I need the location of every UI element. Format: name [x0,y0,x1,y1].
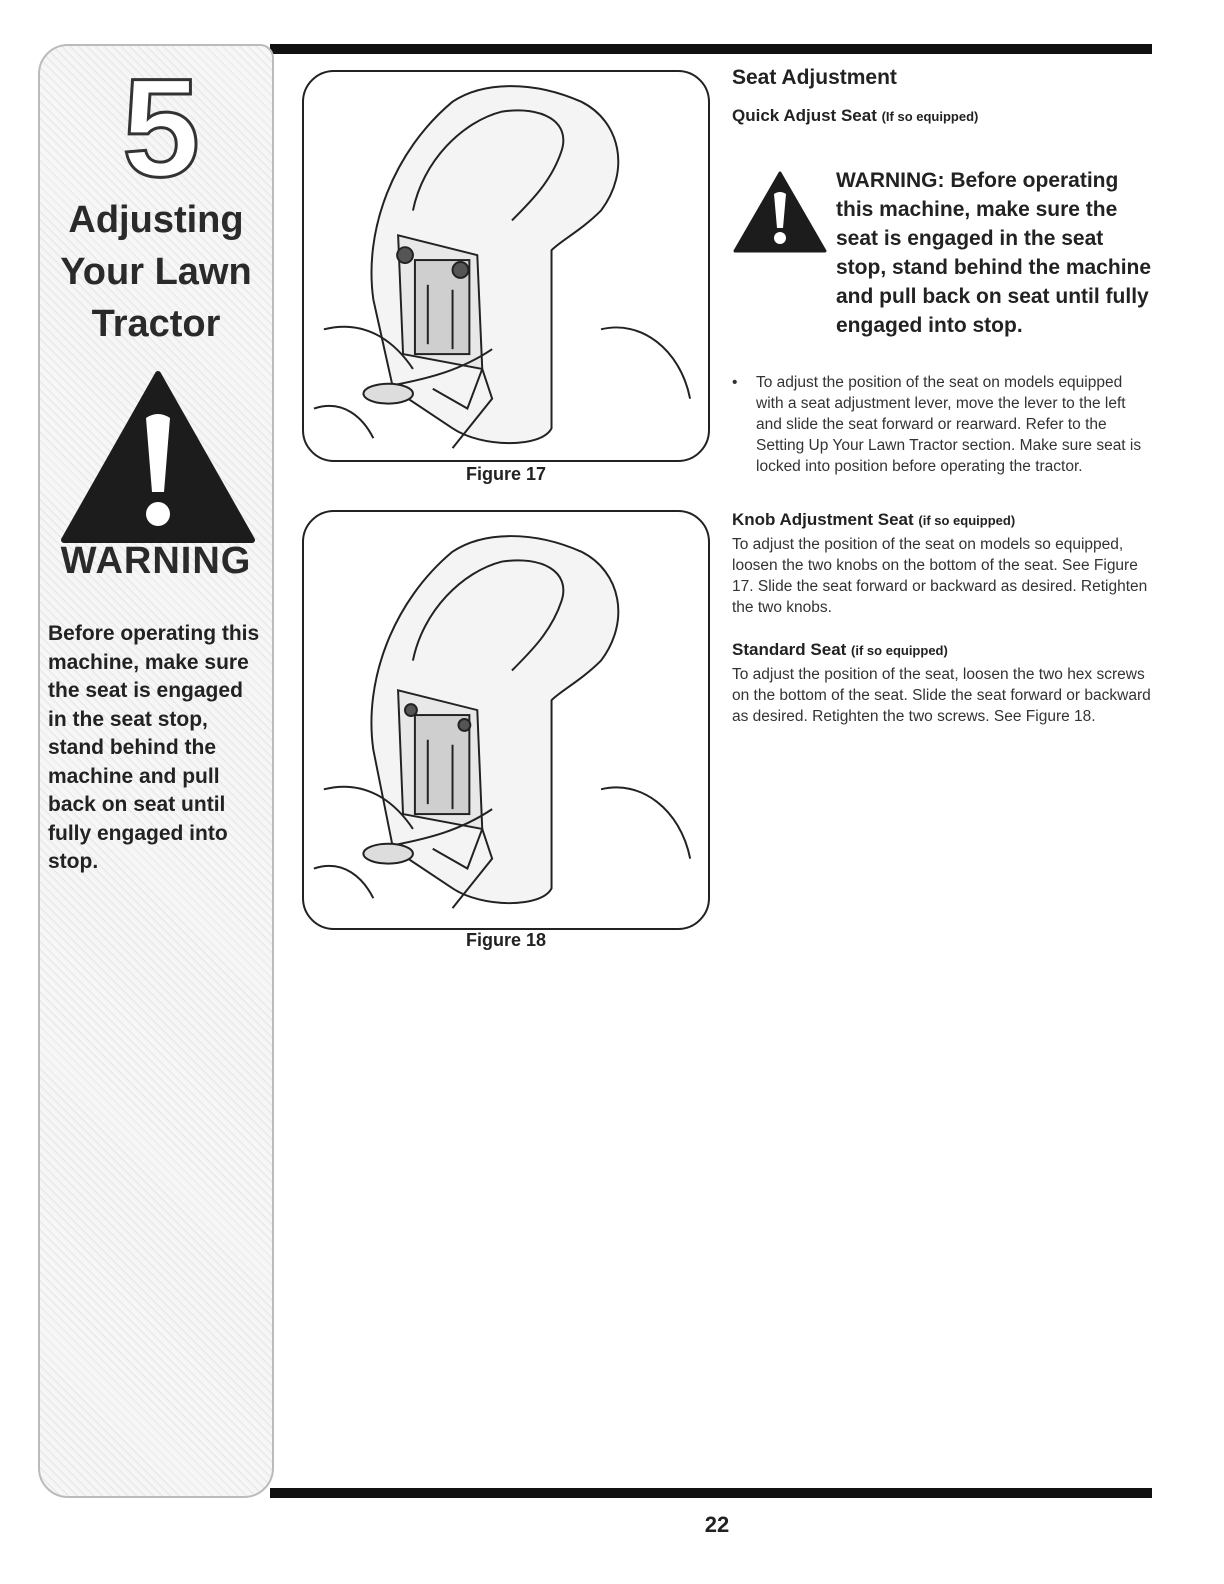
sidebar-warning-text: Before operating this machine, make sure the seat is engaged in the seat stop, stand behind the machine and pull back on seat until fully engaged into stop. [48,622,260,873]
bullet-symbol: • [732,374,738,391]
standard-seat-text: To adjust the position of the seat, loosen the two hex screws on the bottom of the seat. Slide the seat forward or backward as desired. Retighten the two screws. See Figure 18. [732,666,1151,725]
page-number: 22 [704,1512,730,1537]
chapter-title-line-1: Adjusting [68,199,244,241]
quick-adjust-note: (If so equipped) [881,109,979,124]
section-title: Seat Adjustment [732,66,897,89]
figure-18-caption: Figure 18 [465,930,547,950]
chapter-title-line-3: Tractor [91,303,221,345]
sidebar-warning-title: WARNING [60,540,252,582]
figure-17-caption: Figure 17 [465,464,547,484]
chapter-title [40,194,272,350]
warning-triangle-icon [58,368,258,548]
knob-adjust-note: (if so equipped) [918,513,1016,528]
chapter-number: 5 [122,49,200,206]
knob-adjust-text: To adjust the position of the seat on models so equipped, loosen the two knobs on the bottom of the seat. See Figure 17. Slide the seat forward or backward as desired. Retighten the two knobs. [732,536,1148,616]
bullet-text: To adjust the position of the seat on models equipped with a seat adjustment lever, move the lever to the left and slide the seat forward or rearward. Refer to the Setting Up Your Lawn Tractor section. Make sure seat is locked into position before operating the tractor. [756,374,1142,475]
knob-adjust-title: Knob Adjustment Seat [732,510,914,529]
quick-adjust-title: Quick Adjust Seat [732,106,877,125]
seat-illustration [304,512,708,928]
top-rule [270,44,1152,54]
warning-triangle-icon [732,170,828,254]
quick-adjust-heading [732,106,1154,126]
standard-seat-title: Standard Seat [732,640,847,659]
warning-callout-text: WARNING: Before operating this machine, make sure the seat is engaged in the seat stop, stand behind the machine and pull back on seat until fully engaged into stop. [836,169,1152,337]
standard-seat-heading [732,640,1154,660]
figure-17-image [302,70,710,462]
warning-callout [732,166,1154,346]
standard-seat-note: (if so equipped) [851,643,948,658]
bottom-rule [270,1488,1152,1498]
knob-adjust-heading [732,510,1154,530]
chapter-title-line-2: Your Lawn [60,251,252,293]
figure-18-image [302,510,710,930]
seat-illustration [304,72,708,460]
